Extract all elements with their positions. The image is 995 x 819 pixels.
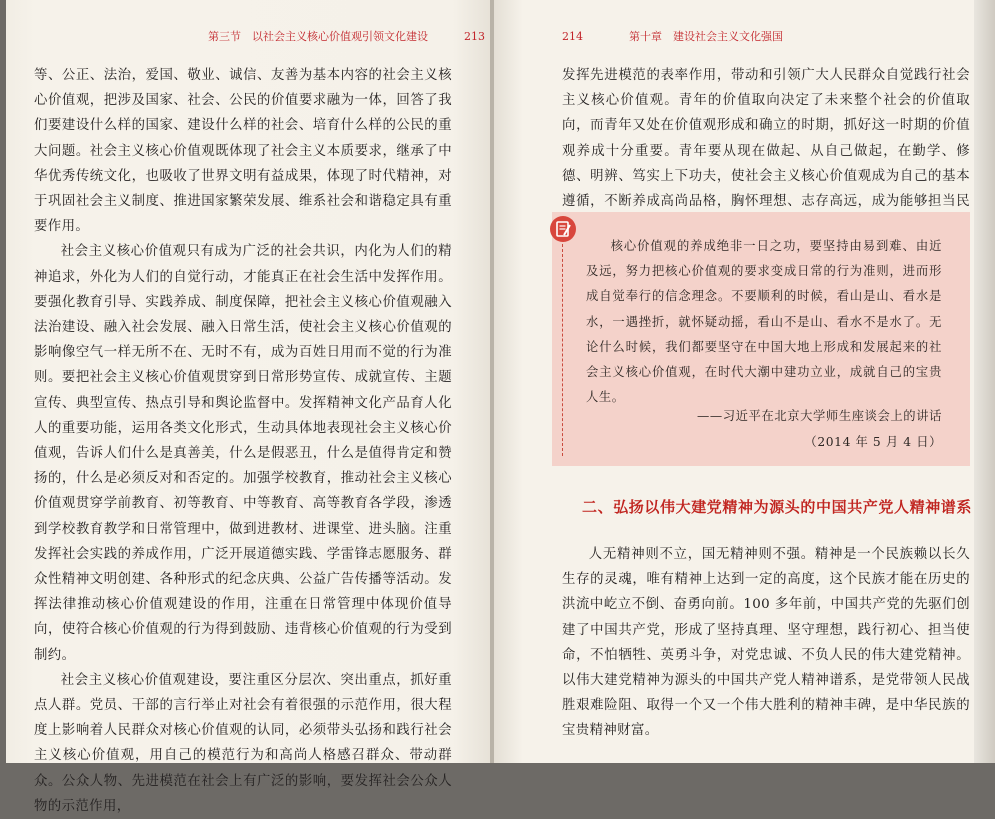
body-paragraph: 人无精神则不立，国无精神则不强。精神是一个民族赖以长久生存的灵魂，唯有精神上达到一定的高度，这个民族才能在历史的洪流中屹立不倒、奋勇向前。100 多年前，中国共产党的先驱们创建了中国共产党，形成了坚持真理、坚守理想，践行初心、担当使命，不怕牺牲、英勇斗争，对党忠诚、不负人民的伟大建党精神。以伟大建党精神为源头的中国共产党人精神谱系，是党带领人民战胜艰难险阻、取得一个又一个伟大胜利的精神丰碑，是中华民族的宝贵精神财富。 <box>562 547 970 739</box>
quote-source: ——习近平在北京大学师生座谈会上的讲话 <box>696 409 942 423</box>
left-body-text <box>34 63 452 819</box>
section-heading: 二、弘扬以伟大建党精神为源头的中国共产党人精神谱系 <box>582 498 973 516</box>
right-page-number: 214 <box>562 30 583 43</box>
quote-divider <box>562 244 563 456</box>
left-page <box>6 0 492 814</box>
left-header-section: 第三节 以社会主义核心价值观引领文化建设 <box>208 30 428 43</box>
body-paragraph: 发挥先进模范的表率作用，带动和引领广大人民群众自觉践行社会主义核心价值观。青年的价值取向决定了未来整个社会的价值取向，而青年又处在价值观形成和确立的时期，抓好这一时期的价值观养成十分重要。青年要从现在做起、从自己做起，在勤学、修德、明辨、笃实上下功夫，使社会主义核心价值观成为自己的基本遵循，不断养成高尚品格，胸怀理想、志存高远，成为能够担当民 <box>562 68 970 210</box>
pen-note-icon <box>550 216 576 242</box>
quote-paragraph: 核心价值观的养成绝非一日之功，要坚持由易到难、由近及远，努力把核心价值观的要求变成日常的行为准则，进而形成自觉奉行的信念理念。不要顺利的时候，看山是山、看水是水，一遇挫折，就怀疑动摇，看山不是山、看水不是水了。无论什么时候，我们都要坚守在中国大地上形成和发展起来的社会主义核心价值观，在时代大潮中建功立业，成就自己的宝贵人生。 <box>586 239 942 405</box>
right-header-chapter: 第十章 建设社会主义文化强国 <box>629 30 783 43</box>
right-page <box>494 0 974 763</box>
left-page-number: 213 <box>464 30 485 43</box>
right-body-text-bottom <box>562 542 970 744</box>
page-edge <box>974 0 995 763</box>
body-paragraph: 社会主义核心价值观建设，要注重区分层次、突出重点，抓好重点人群。党员、干部的言行举止对社会有着很强的示范作用，很大程度上影响着人民群众对核心价值观的认同，必须带头弘扬和践行社会主义核心价值观，用自己的模范行为和高尚人格感召群众、带动群众。公众人物、先进模范在社会上有广泛的影响，要发挥社会公众人物的示范作用， <box>34 672 452 814</box>
body-paragraph: 等、公正、法治，爱国、敬业、诚信、友善为基本内容的社会主义核心价值观，把涉及国家、社会、公民的价值要求融为一体，回答了我们要建设什么样的国家、建设什么样的社会、培育什么样的公民的重大问题。社会主义核心价值观既体现了社会主义本质要求，继承了中华优秀传统文化，也吸收了世界文明有益成果，体现了时代精神，对于巩固社会主义制度、推进国家繁荣发展、维系社会和谐稳定具有重要作用。 <box>34 68 452 235</box>
quote-date: （2014 年 5 月 4 日） <box>804 435 942 449</box>
body-paragraph: 社会主义核心价值观只有成为广泛的社会共识，内化为人们的精神追求，外化为人们的自觉行动，才能真正在社会生活中发挥作用。要强化教育引导、实践养成、制度保障，把社会主义核心价值观融入法治建设、融入社会发展、融入日常生活，使社会主义核心价值观的影响像空气一样无所不在、无时不有，成为百姓日用而不觉的行为准则。要把社会主义核心价值观贯穿到日常形势宣传、成就宣传、主题宣传、典型宣传、热点引导和舆论监督中。发挥精神文化产品育人化人的重要功能，运用各类文化形式，生动具体地表现社会主义核心价值观，告诉人们什么是真善美，什么是假恶丑，什么是值得肯定和赞扬的，什么是必须反对和否定的。加强学校教育，推动社会主义核心价值观贯穿学前教育、初等教育、中等教育、高等教育各学段，渗透到学校教育教学和日常管理中，做到进教材、进课堂、进头脑。注重发挥社会实践的养成作用，广泛开展道德实践、学雷锋志愿服务、群众性精神文明创建、各种形式的纪念庆典、公益广告传播等活动。发挥法律推动核心价值观建设的作用，注重在日常管理中体现价值导向，使符合核心价值观的行为得到鼓励、违背核心价值观的行为受到制约。 <box>34 244 452 663</box>
right-running-header <box>562 28 783 44</box>
quote-text <box>586 234 942 410</box>
left-running-header <box>208 28 485 44</box>
